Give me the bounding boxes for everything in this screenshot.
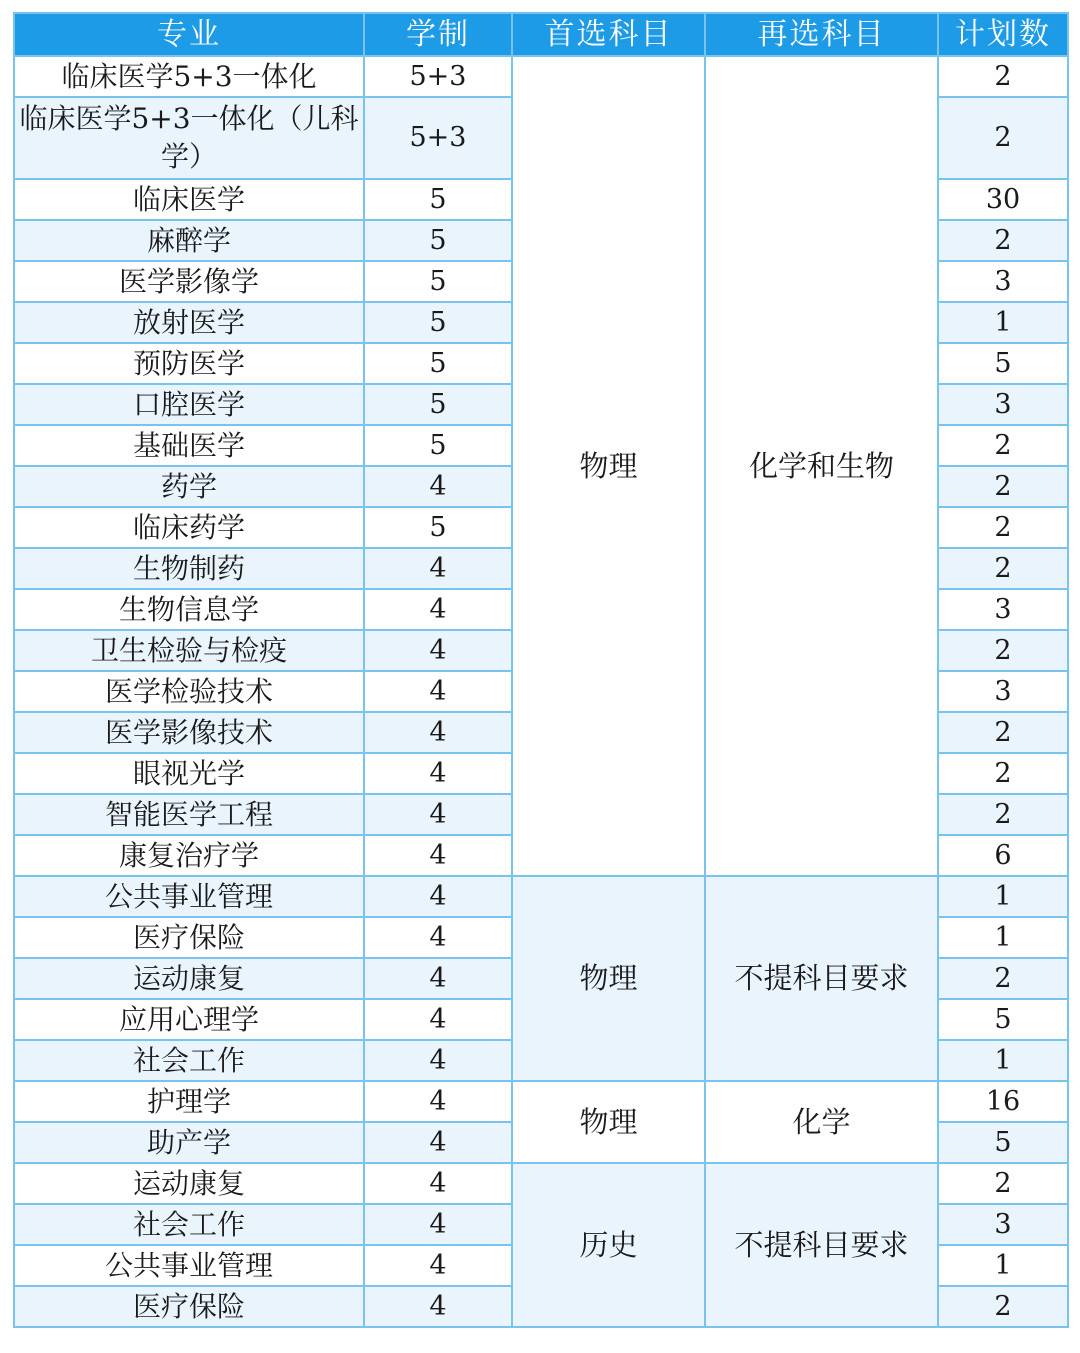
cell-major: 智能医学工程 — [14, 794, 364, 835]
cell-years: 5 — [364, 302, 512, 343]
cell-plan-count: 3 — [938, 1204, 1068, 1245]
cell-major: 医学影像学 — [14, 261, 364, 302]
header-plan-count: 计划数 — [938, 13, 1068, 56]
cell-major: 运动康复 — [14, 958, 364, 999]
cell-years: 4 — [364, 1081, 512, 1122]
cell-years: 4 — [364, 753, 512, 794]
cell-years: 4 — [364, 630, 512, 671]
cell-years: 4 — [364, 548, 512, 589]
cell-plan-count: 3 — [938, 261, 1068, 302]
cell-plan-count: 2 — [938, 220, 1068, 261]
header-first-subject: 首选科目 — [512, 13, 705, 56]
cell-second-subject: 化学 — [705, 1081, 938, 1163]
cell-years: 4 — [364, 917, 512, 958]
cell-major: 眼视光学 — [14, 753, 364, 794]
cell-major: 护理学 — [14, 1081, 364, 1122]
cell-plan-count: 3 — [938, 589, 1068, 630]
cell-years: 4 — [364, 1122, 512, 1163]
cell-plan-count: 2 — [938, 1163, 1068, 1204]
cell-plan-count: 1 — [938, 1040, 1068, 1081]
cell-years: 4 — [364, 466, 512, 507]
cell-years: 4 — [364, 835, 512, 876]
cell-major: 生物制药 — [14, 548, 364, 589]
cell-plan-count: 6 — [938, 835, 1068, 876]
cell-plan-count: 2 — [938, 56, 1068, 97]
header-second-subject: 再选科目 — [705, 13, 938, 56]
cell-plan-count: 1 — [938, 876, 1068, 917]
table-row — [14, 1163, 1068, 1204]
cell-plan-count: 3 — [938, 384, 1068, 425]
cell-plan-count: 16 — [938, 1081, 1068, 1122]
cell-plan-count: 1 — [938, 917, 1068, 958]
cell-plan-count: 5 — [938, 343, 1068, 384]
cell-plan-count: 2 — [938, 548, 1068, 589]
cell-first-subject: 物理 — [512, 56, 705, 876]
cell-major: 助产学 — [14, 1122, 364, 1163]
cell-plan-count: 2 — [938, 630, 1068, 671]
cell-major: 医学检验技术 — [14, 671, 364, 712]
cell-years: 4 — [364, 1204, 512, 1245]
cell-years: 5 — [364, 179, 512, 220]
cell-years: 4 — [364, 1286, 512, 1327]
header-row — [14, 13, 1068, 56]
cell-plan-count: 2 — [938, 97, 1068, 179]
cell-major: 药学 — [14, 466, 364, 507]
cell-first-subject: 物理 — [512, 876, 705, 1081]
cell-plan-count: 5 — [938, 1122, 1068, 1163]
cell-major: 临床医学5+3一体化（儿科学） — [14, 97, 364, 179]
cell-years: 4 — [364, 589, 512, 630]
cell-plan-count: 1 — [938, 302, 1068, 343]
cell-major: 麻醉学 — [14, 220, 364, 261]
cell-major: 公共事业管理 — [14, 876, 364, 917]
cell-first-subject: 物理 — [512, 1081, 705, 1163]
cell-years: 5+3 — [364, 56, 512, 97]
table-body — [14, 56, 1068, 1327]
cell-first-subject: 历史 — [512, 1163, 705, 1327]
cell-plan-count: 2 — [938, 958, 1068, 999]
cell-plan-count: 2 — [938, 1286, 1068, 1327]
cell-years: 4 — [364, 1040, 512, 1081]
cell-second-subject: 化学和生物 — [705, 56, 938, 876]
cell-plan-count: 2 — [938, 712, 1068, 753]
cell-plan-count: 2 — [938, 753, 1068, 794]
cell-major: 临床医学 — [14, 179, 364, 220]
cell-second-subject: 不提科目要求 — [705, 1163, 938, 1327]
cell-plan-count: 2 — [938, 466, 1068, 507]
cell-major: 社会工作 — [14, 1204, 364, 1245]
cell-major: 卫生检验与检疫 — [14, 630, 364, 671]
cell-plan-count: 30 — [938, 179, 1068, 220]
cell-plan-count: 2 — [938, 425, 1068, 466]
cell-years: 4 — [364, 794, 512, 835]
cell-years: 5 — [364, 343, 512, 384]
cell-major: 口腔医学 — [14, 384, 364, 425]
cell-plan-count: 5 — [938, 999, 1068, 1040]
header-major: 专业 — [14, 13, 364, 56]
enrollment-plan-table — [13, 12, 1069, 1328]
table-row — [14, 56, 1068, 97]
cell-major: 康复治疗学 — [14, 835, 364, 876]
cell-major: 临床医学5+3一体化 — [14, 56, 364, 97]
table-row — [14, 876, 1068, 917]
cell-years: 4 — [364, 999, 512, 1040]
cell-years: 4 — [364, 876, 512, 917]
cell-years: 5+3 — [364, 97, 512, 179]
cell-major: 生物信息学 — [14, 589, 364, 630]
cell-years: 5 — [364, 384, 512, 425]
cell-major: 预防医学 — [14, 343, 364, 384]
cell-years: 4 — [364, 671, 512, 712]
table-row — [14, 1081, 1068, 1122]
cell-years: 5 — [364, 261, 512, 302]
cell-plan-count: 1 — [938, 1245, 1068, 1286]
cell-years: 4 — [364, 1245, 512, 1286]
cell-years: 4 — [364, 958, 512, 999]
header-years: 学制 — [364, 13, 512, 56]
cell-major: 放射医学 — [14, 302, 364, 343]
cell-major: 公共事业管理 — [14, 1245, 364, 1286]
cell-years: 5 — [364, 507, 512, 548]
cell-second-subject: 不提科目要求 — [705, 876, 938, 1081]
cell-plan-count: 2 — [938, 507, 1068, 548]
cell-major: 社会工作 — [14, 1040, 364, 1081]
cell-years: 5 — [364, 425, 512, 466]
cell-plan-count: 3 — [938, 671, 1068, 712]
cell-major: 医疗保险 — [14, 917, 364, 958]
cell-major: 基础医学 — [14, 425, 364, 466]
cell-plan-count: 2 — [938, 794, 1068, 835]
cell-years: 5 — [364, 220, 512, 261]
cell-years: 4 — [364, 712, 512, 753]
cell-major: 运动康复 — [14, 1163, 364, 1204]
cell-major: 医疗保险 — [14, 1286, 364, 1327]
cell-major: 医学影像技术 — [14, 712, 364, 753]
cell-major: 临床药学 — [14, 507, 364, 548]
cell-major: 应用心理学 — [14, 999, 364, 1040]
cell-years: 4 — [364, 1163, 512, 1204]
